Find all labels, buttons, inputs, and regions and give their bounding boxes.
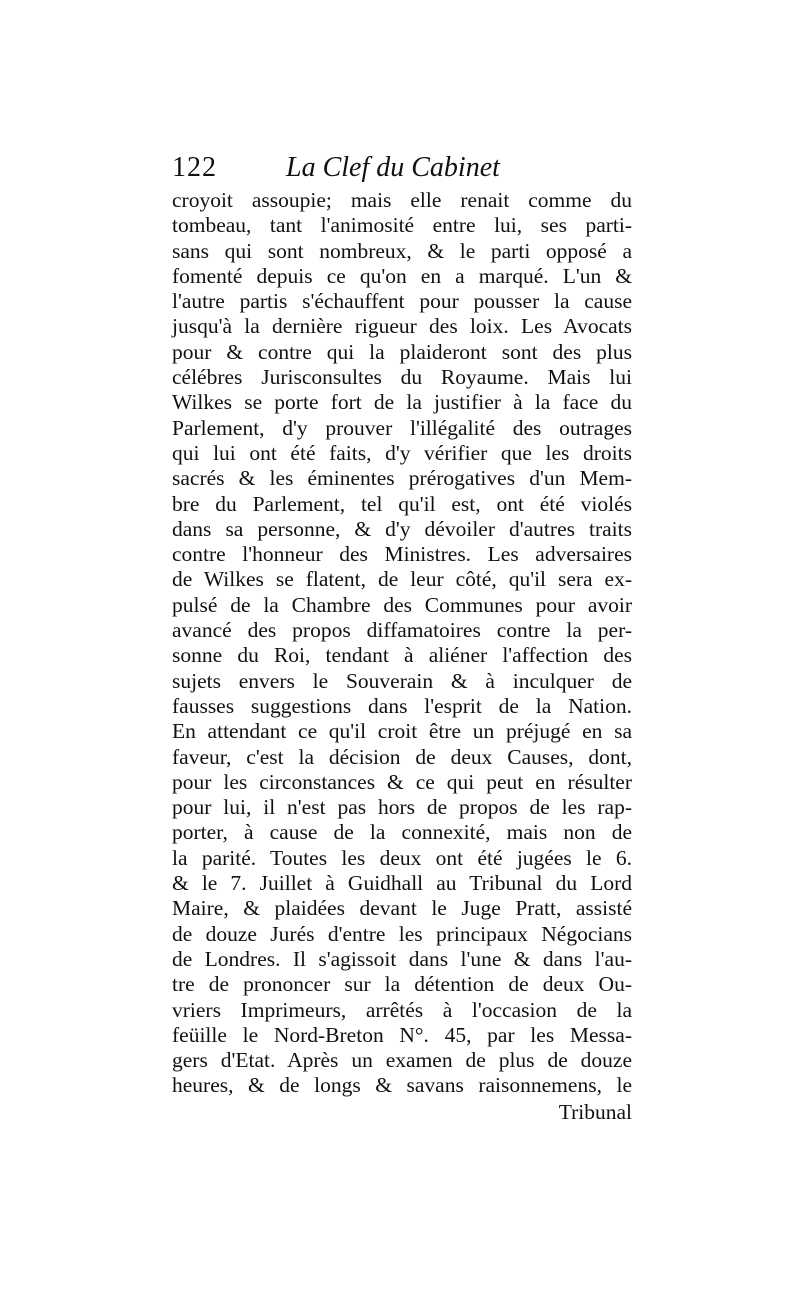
- text-line: feüille le Nord-Breton N°. 45, par les Messa-: [172, 1022, 632, 1047]
- text-line: fomenté depuis ce qu'on en a marqué. L'un &: [172, 263, 632, 288]
- text-line: sonne du Roi, tendant à aliéner l'affection des: [172, 643, 632, 668]
- text-line: gers d'Etat. Après un examen de plus de douze: [172, 1048, 632, 1073]
- text-line: pour & contre qui la plaideront sont des plus: [172, 339, 632, 364]
- text-line: de Wilkes se flatent, de leur côté, qu'il sera ex-: [172, 567, 632, 592]
- text-line: pour les circonstances & ce qui peut en résulter: [172, 769, 632, 794]
- text-line: pulsé de la Chambre des Communes pour avoir: [172, 592, 632, 617]
- text-line: sacrés & les éminentes prérogatives d'un Mem-: [172, 466, 632, 491]
- text-line: de Londres. Il s'agissoit dans l'une & dans l'au-: [172, 946, 632, 971]
- text-line: vriers Imprimeurs, arrêtés à l'occasion de la: [172, 997, 632, 1022]
- text-line: Parlement, d'y prouver l'illégalité des outrages: [172, 415, 632, 440]
- running-title: La Clef du Cabinet: [286, 152, 500, 183]
- text-line: croyoit assoupie; mais elle renait comme du: [172, 188, 632, 212]
- text-line: qui lui ont été faits, d'y vérifier que les droits: [172, 440, 632, 465]
- text-line: sujets envers le Souverain & à inculquer de: [172, 668, 632, 693]
- page-number: 122: [172, 152, 217, 183]
- text-line: tombeau, tant l'animosité entre lui, ses parti-: [172, 213, 632, 238]
- body-text: [172, 188, 632, 1099]
- text-line: dans sa personne, & d'y dévoiler d'autres traits: [172, 516, 632, 541]
- text-line: heures, & de longs & savans raisonnemens, le: [172, 1073, 632, 1098]
- text-line: l'autre partis s'échauffent pour pousser la cause: [172, 289, 632, 314]
- text-line: Wilkes se porte fort de la justifier à la face du: [172, 390, 632, 415]
- text-line: célébres Jurisconsultes du Royaume. Mais lui: [172, 365, 632, 390]
- text-line: porter, à cause de la connexité, mais non de: [172, 820, 632, 845]
- text-line: jusqu'à la dernière rigueur des loix. Les Avocats: [172, 314, 632, 339]
- catchword: Tribunal: [558, 1100, 632, 1124]
- text-line: & le 7. Juillet à Guidhall au Tribunal du Lord: [172, 871, 632, 896]
- text-line: En attendant ce qu'il croit être un préjugé en sa: [172, 719, 632, 744]
- text-line: contre l'honneur des Ministres. Les adversaires: [172, 542, 632, 567]
- text-line: pour lui, il n'est pas hors de propos de les rap-: [172, 795, 632, 820]
- text-line: avancé des propos diffamatoires contre la per-: [172, 618, 632, 643]
- text-line: faveur, c'est la décision de deux Causes, dont,: [172, 744, 632, 769]
- text-line: bre du Parlement, tel qu'il est, ont été violés: [172, 491, 632, 516]
- text-line: la parité. Toutes les deux ont été jugées le 6.: [172, 845, 632, 870]
- text-line: sans qui sont nombreux, & le parti opposé a: [172, 238, 632, 263]
- text-line: de douze Jurés d'entre les principaux Négocians: [172, 921, 632, 946]
- text-line: Maire, & plaidées devant le Juge Pratt, assisté: [172, 896, 632, 921]
- text-line: tre de prononcer sur la détention de deux Ou-: [172, 972, 632, 997]
- text-line: fausses suggestions dans l'esprit de la Nation.: [172, 693, 632, 718]
